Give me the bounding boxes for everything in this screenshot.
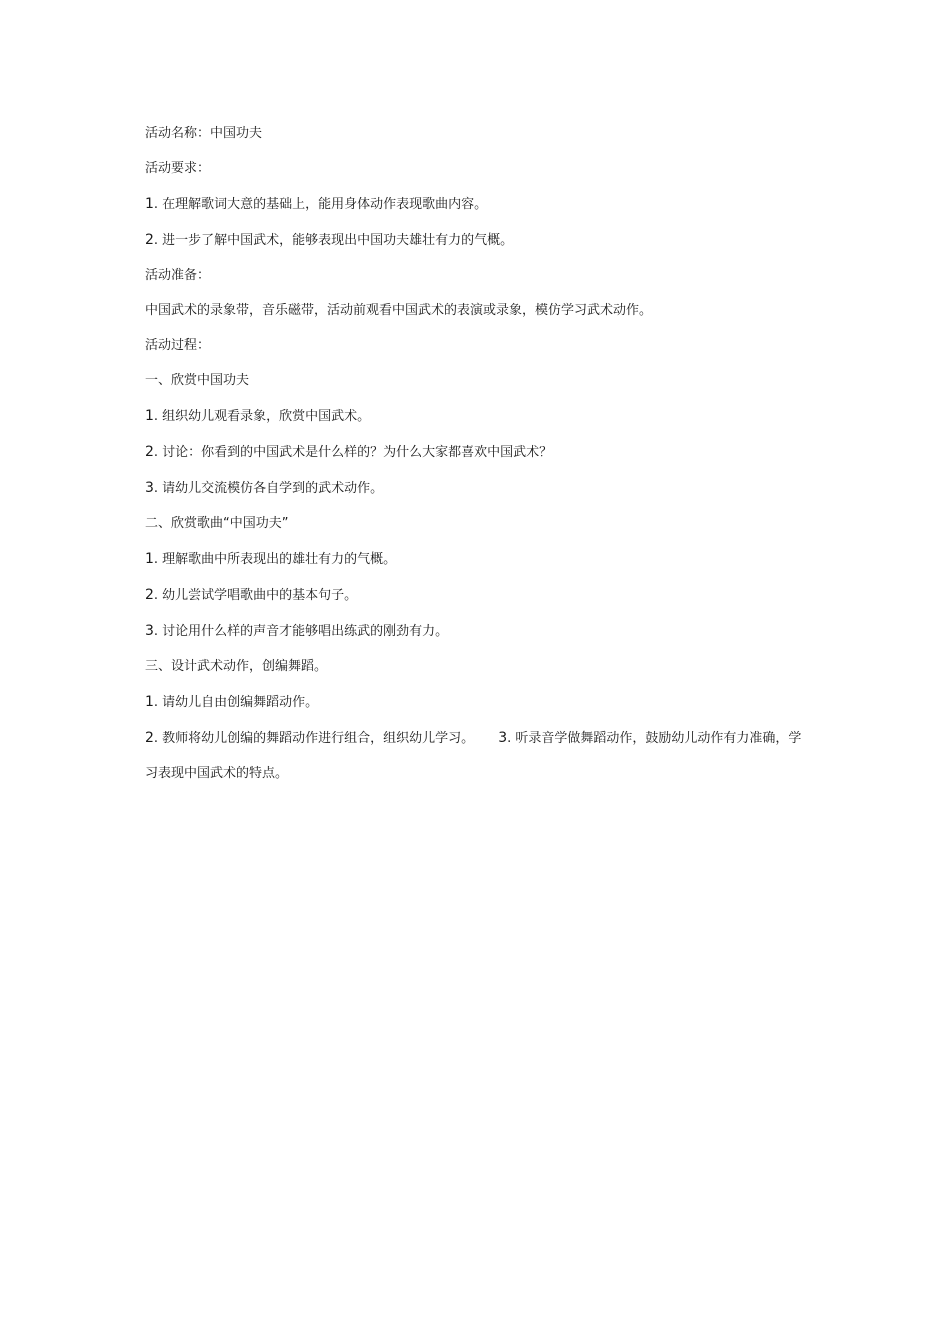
- list-item: [145, 585, 805, 606]
- item-number: 1: [145, 694, 154, 710]
- list-item-combined: [145, 721, 805, 791]
- item-text: . 幼儿尝试学唱歌曲中的基本句子。: [153, 588, 358, 603]
- section-title: 二、欣赏歌曲“中国功夫”: [145, 516, 289, 531]
- list-item: [145, 406, 805, 427]
- item-number: 2: [145, 232, 154, 248]
- item-number: 3: [145, 480, 154, 496]
- item-text: . 请幼儿自由创编舞蹈动作。: [153, 695, 319, 710]
- preparation-text: 中国武术的录象带，音乐磁带，活动前观看中国武术的表演或录象，模仿学习武术动作。: [145, 303, 653, 318]
- list-item: [145, 478, 805, 499]
- list-item: [145, 549, 805, 570]
- item-text: . 教师将幼儿创编的舞蹈动作进行组合，组织幼儿学习。: [153, 731, 475, 746]
- item-number: 2: [145, 730, 154, 746]
- item-number: 2: [145, 587, 154, 603]
- preparation-heading: 活动准备：: [145, 268, 211, 283]
- item-text: . 进一步了解中国武术，能够表现出中国功夫雄壮有力的气概。: [153, 233, 514, 248]
- section-title: 三、设计武术动作，创编舞蹈。: [145, 659, 328, 674]
- process-heading: 活动过程：: [145, 338, 211, 353]
- list-item: [145, 692, 805, 713]
- list-item: [145, 442, 805, 463]
- requirements-heading: 活动要求：: [145, 161, 211, 176]
- requirement-item: [145, 194, 805, 215]
- item-number: 1: [145, 408, 154, 424]
- item-text: . 听录音学做舞蹈动作，鼓励幼儿动作有力准确，学习表现中国武术的特点。: [145, 731, 802, 781]
- item-number: 3: [498, 730, 508, 746]
- item-text: . 讨论用什么样的声音才能够唱出练武的刚劲有力。: [153, 624, 449, 639]
- item-number: 1: [145, 551, 154, 567]
- item-number: 3: [145, 623, 154, 639]
- item-text: . 请幼儿交流模仿各自学到的武术动作。: [153, 481, 384, 496]
- document-page: [145, 124, 805, 806]
- section-title: 一、欣赏中国功夫: [145, 373, 250, 388]
- list-item: [145, 621, 805, 642]
- requirement-item: [145, 230, 805, 251]
- item-number: 1: [145, 196, 154, 212]
- item-text: . 组织幼儿观看录象，欣赏中国武术。: [153, 409, 371, 424]
- item-text: . 讨论：你看到的中国武术是什么样的？为什么大家都喜欢中国武术？: [153, 445, 553, 460]
- item-number: 2: [145, 444, 154, 460]
- item-text: . 在理解歌词大意的基础上，能用身体动作表现歌曲内容。: [153, 197, 488, 212]
- activity-name: 活动名称：中国功夫: [145, 126, 263, 141]
- item-text: . 理解歌曲中所表现出的雄壮有力的气概。: [153, 552, 397, 567]
